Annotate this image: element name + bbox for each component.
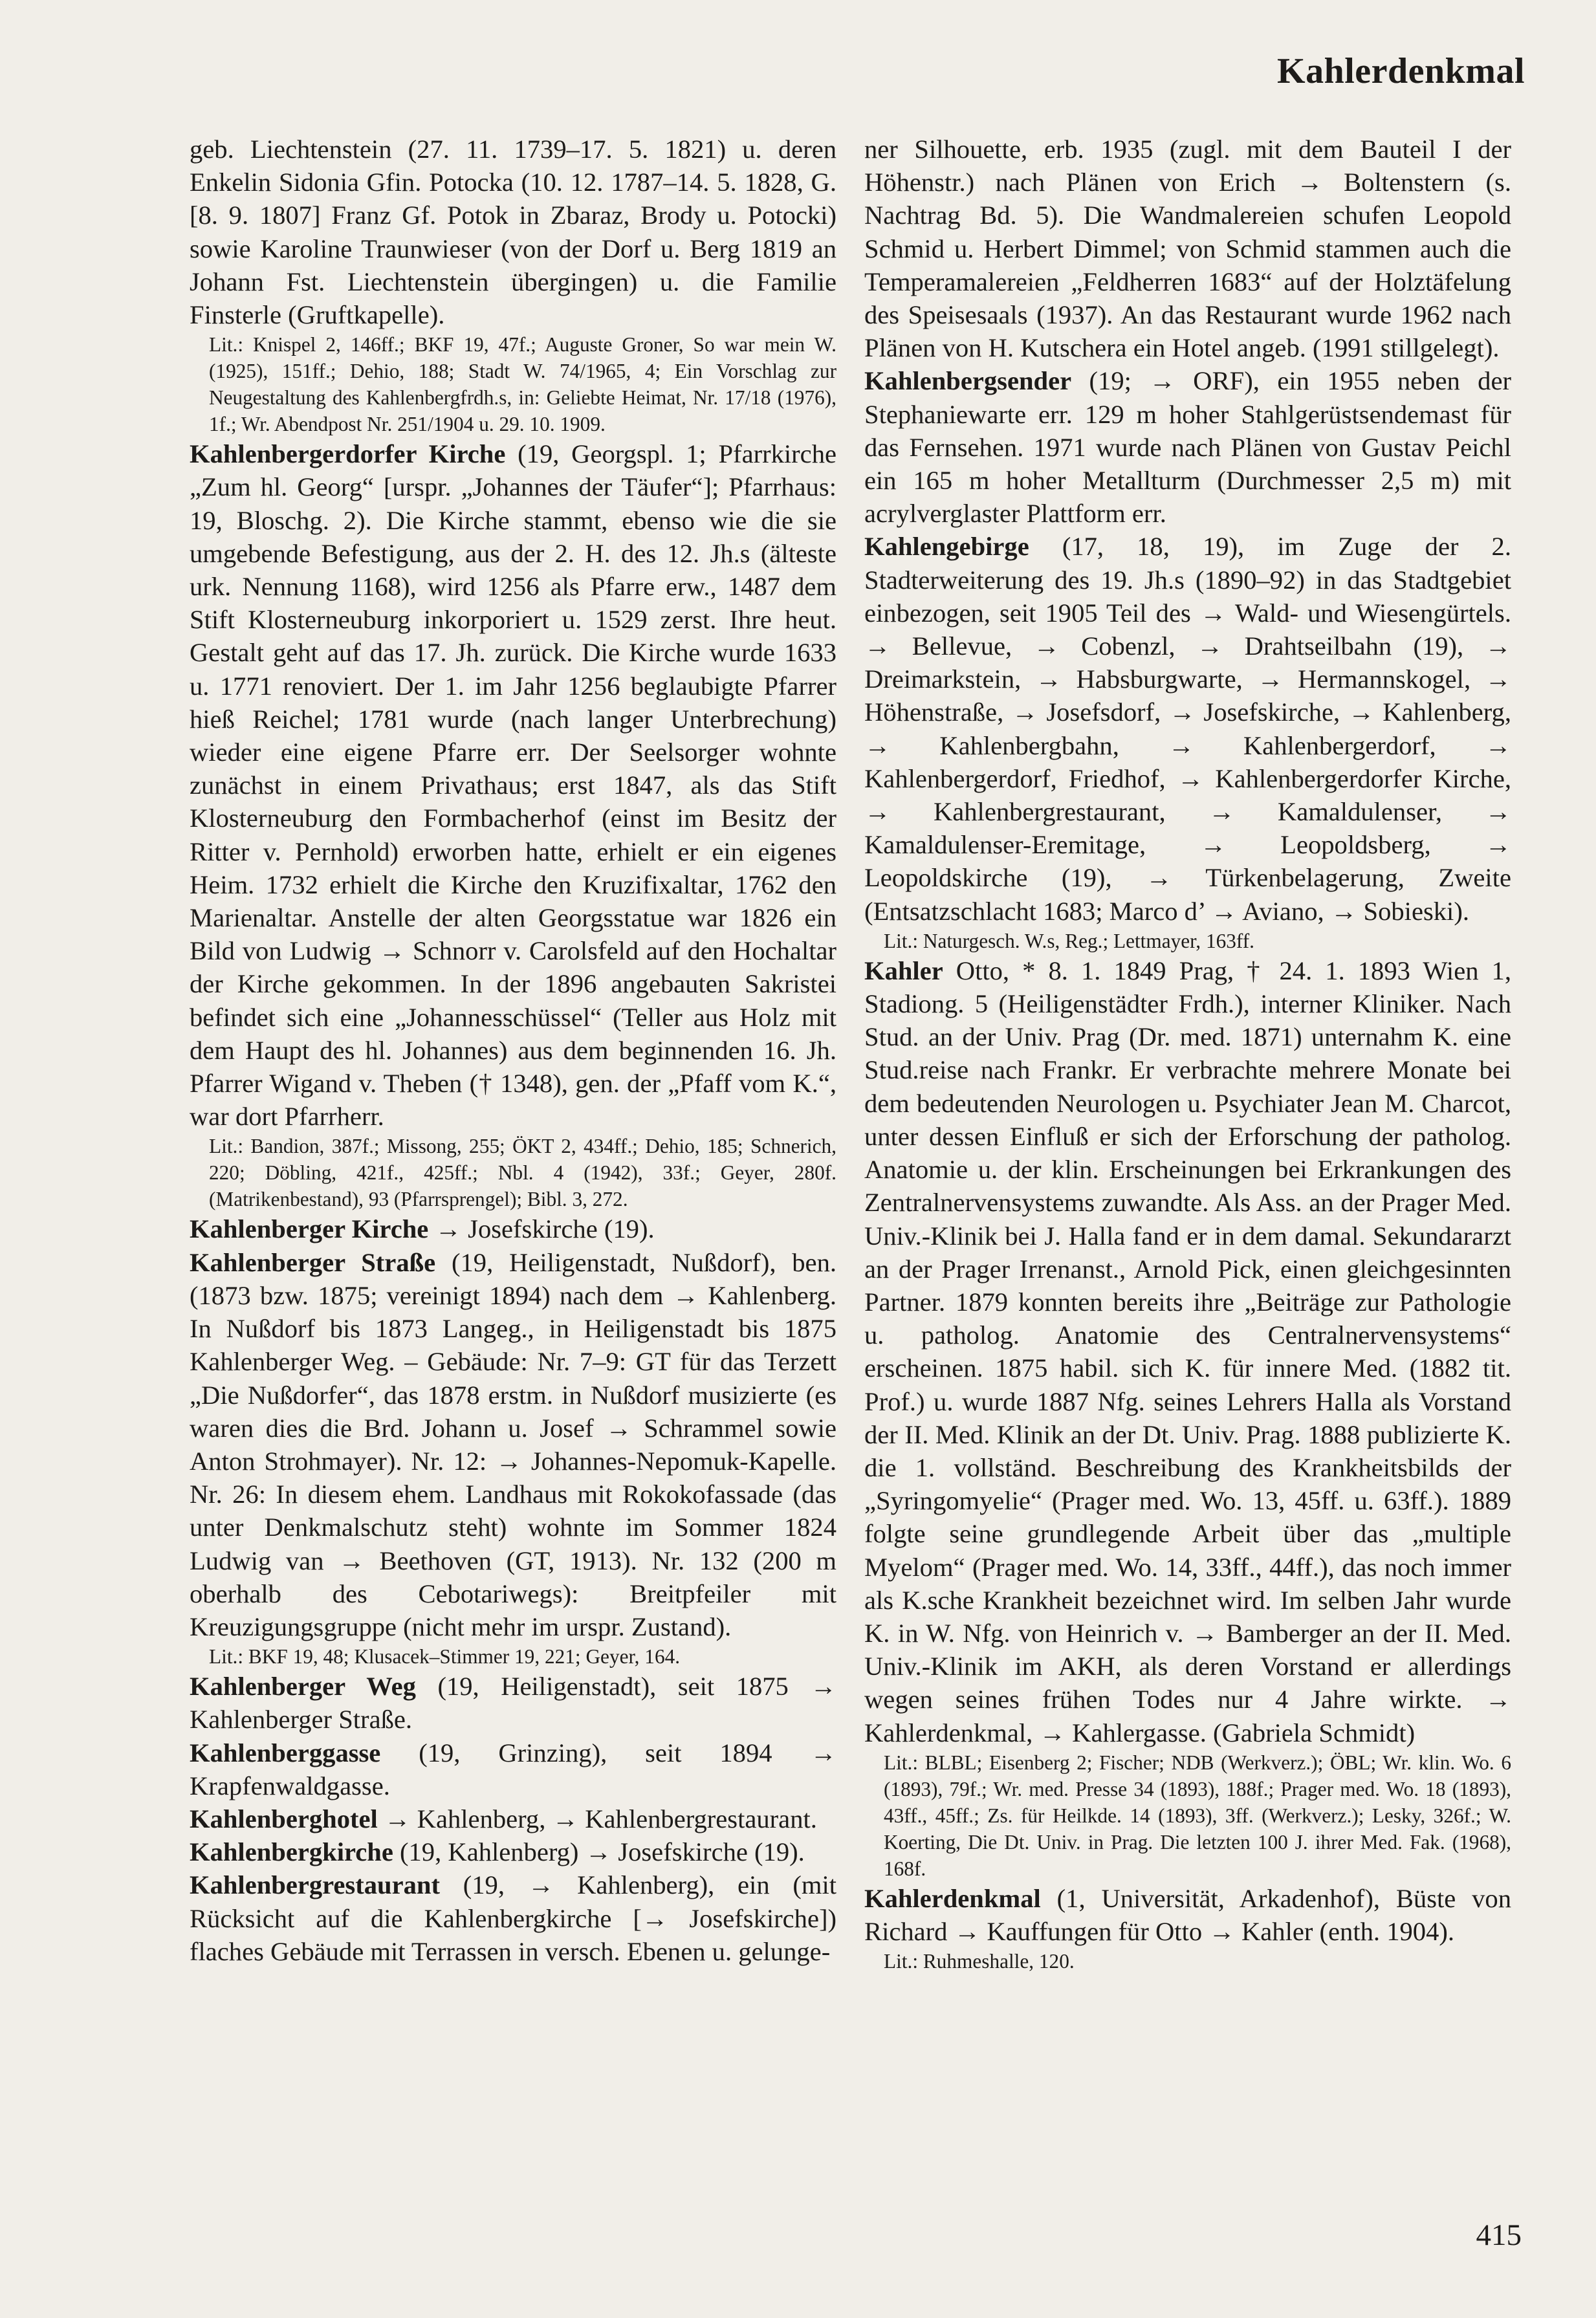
entry-text: geb. Liechtenstein (27. 11. 1739–17. 5. 1821) u. deren Enkelin Sidonia Gfin. Potocka (10. 12. 1787–14. 5. 1828, G. [8. 9. 1807] Franz Gf. Potok in Zbaraz, Brody u. Potocki) sowie Karoline Traunwieser (von der Dorf u. Berg 1819 an Johann Fst. Liechtenstein übergingen) u. die Familie Finsterle (Gruftkapelle). xyxy=(190,135,836,330)
entry-text: (1, Universität, Arkadenhof), Büste von Richard → Kauffungen für Otto → Kahler (enth. 1904). xyxy=(864,1883,1511,1946)
literature-note xyxy=(864,1948,1511,1974)
dictionary-entry xyxy=(190,1802,836,1835)
entry-text: (19, Grinzing), seit 1894 → Krapfenwaldgasse. xyxy=(190,1738,836,1800)
right-column xyxy=(864,133,1511,1974)
entry-lemma: Kahlenberger Kirche xyxy=(190,1214,429,1244)
entry-text: → Kahlenberg, → Kahlenbergrestaurant. xyxy=(377,1804,817,1833)
entry-continuation xyxy=(864,133,1511,364)
entry-text: Otto, * 8. 1. 1849 Prag, † 24. 1. 1893 Wien 1, Stadiong. 5 (Heiligenstädter Frdh.), interner Kliniker. Nach Stud. an der Univ. Prag (Dr. med. 1871) unternahm K. eine Stud.reise nach Frankr. Er verbrachte mehrere Monate bei dem bedeutenden Neurologen u. Psychiater Jean M. Charcot, unter dessen Einfluß er sich der Erforschung der patholog. Anatomie u. der klin. Erscheinungen bei Erkrankungen des Zentralnervensystems zuwandte. Als Ass. an der Prager Med. Univ.-Klinik bei J. Halla fand er in dem damal. Sekundararzt an der Prager Irrenanst., Arnold Pick, einen gleichgesinnten Partner. 1879 konnten bereits ihre „Beiträge zur Pathologie u. patholog. Anatomie des Centralnervensystems“ erscheinen. 1875 habil. sich K. für innere Med. (1882 tit. Prof.) u. wurde 1887 Nfg. seines Lehrers Halla als Vorstand der II. Med. Klinik an der Dt. Univ. Prag. 1888 publizierte K. die 1. vollständ. Beschreibung des Krankheitsbilds der „Syringomyelie“ (Prager med. Wo. 13, 45ff. u. 63ff.). 1889 folgte seine grundlegende Arbeit über das „multiple Myelom“ (Prager med. Wo. 14, 33ff., 44ff.), das noch immer als K.sche Krankheit bezeichnet wird. Im selben Jahr wurde K. in W. Nfg. von Heinrich v. → Bamberger an der II. Med. Univ.-Klinik im AKH, als deren Vorstand er allerdings wegen seines frühen Todes nur 4 Jahre wirkte. → Kahlerdenkmal, → Kahlergasse. (Gabriela Schmidt) xyxy=(864,956,1511,1747)
entry-text: (19, Kahlenberg) → Josefskirche (19). xyxy=(393,1837,805,1867)
dictionary-entry xyxy=(864,1882,1511,1948)
literature-note xyxy=(864,1749,1511,1882)
entry-lemma: Kahlenbergrestaurant xyxy=(190,1870,440,1900)
dictionary-entry xyxy=(864,364,1511,530)
entry-lemma: Kahlengebirge xyxy=(864,532,1029,562)
running-head: Kahlerdenkmal xyxy=(1277,51,1525,91)
entry-lemma: Kahlenbergsender xyxy=(864,366,1072,396)
entry-text: (17, 18, 19), im Zuge der 2. Stadterweiterung des 19. Jh.s (1890–92) in das Stadtgebiet einbezogen, seit 1905 Teil des → Wald- und Wiesengürtels. → Bellevue, → Cobenzl, → Drahtseilbahn (19), → Dreimarkstein, → Habsburgwarte, → Hermannskogel, → Höhenstraße, → Josefsdorf, → Josefskirche, → Kahlenberg, → Kahlenbergbahn, → Kahlenbergerdorf, → Kahlenbergerdorf, Friedhof, → Kahlenbergerdorfer Kirche, → Kahlenbergrestaurant, → Kamaldulenser, → Kamaldulenser-Eremitage, → Leopoldsberg, → Leopoldskirche (19), → Türkenbelagerung, Zweite (Entsatzschlacht 1683; Marco d’ → Aviano, → Sobieski). xyxy=(864,532,1511,926)
entry-text: (19, Heiligenstadt, Nußdorf), ben. (1873 bzw. 1875; vereinigt 1894) nach dem → Kahlenberg. In Nußdorf bis 1873 Langeg., in Heiligenstadt bis 1875 Kahlenberger Weg. – Gebäude: Nr. 7–9: GT für das Terzett „Die Nußdorfer“, das 1878 erstm. in Nußdorf musizierte (es waren dies die Brd. Johann u. Josef → Schrammel sowie Anton Strohmayer). Nr. 12: → Johannes-Nepomuk-Kapelle. Nr. 26: In diesem ehem. Landhaus mit Rokokofassade (das unter Denkmalschutz steht) wohnte im Sommer 1824 Ludwig van → Beethoven (GT, 1913). Nr. 132 (200 m oberhalb des Cebotariwegs): Breitpfeiler mit Kreuzigungsgruppe (nicht mehr im urspr. Zustand). xyxy=(190,1247,837,1641)
literature-text: Lit.: Naturgesch. W.s, Reg.; Lettmayer, 163ff. xyxy=(884,929,1255,952)
entry-lemma: Kahlenbergkirche xyxy=(190,1837,393,1867)
entry-continuation xyxy=(190,133,836,331)
entry-lemma: Kahlenberger Weg xyxy=(190,1672,416,1701)
dictionary-entry xyxy=(190,1835,836,1868)
literature-text: Lit.: BLBL; Eisenberg 2; Fischer; NDB (Werkverz.); ÖBL; Wr. klin. Wo. 6 (1893), 79f.; Wr. med. Presse 34 (1893), 188f.; Prager med. Wo. 18 (1893), 43ff., 45ff.; Zs. für Heilkde. 14 (1893), 3ff. (Werkverz.); Lesky, 326f.; W. Koerting, Die Dt. Univ. in Prag. Die letzten 100 J. ihrer Med. Fak. (1968), 168f. xyxy=(884,1751,1511,1880)
dictionary-entry xyxy=(190,1212,836,1245)
dictionary-entry xyxy=(190,1670,836,1736)
literature-note xyxy=(864,928,1511,954)
entry-lemma: Kahler xyxy=(864,956,943,985)
entry-lemma: Kahlenbergerdorfer Kirche xyxy=(190,439,506,469)
literature-text: Lit.: Bandion, 387f.; Missong, 255; ÖKT 2, 434ff.; Dehio, 185; Schnerich, 220; Döbling, 421f., 425ff.; Nbl. 4 (1942), 33f.; Geyer, 280f. (Matrikenbestand), 93 (Pfarrsprengel); Bibl. 3, 272. xyxy=(209,1135,836,1211)
literature-note xyxy=(190,1643,836,1670)
entry-text: (19, Georgspl. 1; Pfarrkirche „Zum hl. Georg“ [urspr. „Johannes der Täufer“]; Pfarrhaus: 19, Bloschg. 2). Die Kirche stammt, ebenso wie die sie umgebende Befestigung, aus der 2. H. des 12. Jh.s (älteste urk. Nennung 1168), wird 1256 als Pfarre erw., 1487 dem Stift Klosterneuburg inkorporiert u. 1529 zerst. Ihre heut. Gestalt geht auf das 17. Jh. zurück. Die Kirche wurde 1633 u. 1771 renoviert. Der 1. im Jahr 1256 beglaubigte Pfarrer hieß Reichel; 1781 wurde (nach langer Unterbrechung) wieder eine eigene Pfarre err. Der Seelsorger wohnte zunächst in einem Privathaus; erst 1847, als das Stift Klosterneuburg den Formbacherhof (einst im Besitz der Ritter v. Pernhold) erworben hatte, erhielt er ein eigenes Heim. 1732 erhielt die Kirche den Kruzifixaltar, 1762 den Marienaltar. Anstelle der alten Georgsstatue war 1826 ein Bild von Ludwig → Schnorr v. Carolsfeld auf den Hochaltar der Kirche gekommen. In der 1896 angebauten Sakristei befindet sich eine „Johannesschüssel“ (Teller aus Holz mit dem Haupt des hl. Johannes) aus dem beginnenden 16. Jh. Pfarrer Wigand v. Theben († 1348), gen. der „Pfaff vom K.“, war dort Pfarrherr. xyxy=(190,439,836,1132)
left-column xyxy=(190,133,836,1968)
literature-text: Lit.: Knispel 2, 146ff.; BKF 19, 47f.; Auguste Groner, So war mein W. (1925), 151ff.; Dehio, 188; Stadt W. 74/1965, 4; Ein Vorschlag zur Neugestaltung des Kahlenbergfrdh.s, in: Geliebte Heimat, Nr. 17/18 (1976), 1f.; Wr. Abendpost Nr. 251/1904 u. 29. 10. 1909. xyxy=(209,333,836,436)
literature-note xyxy=(190,331,836,437)
entry-lemma: Kahlenberggasse xyxy=(190,1738,381,1767)
entry-text: ner Silhouette, erb. 1935 (zugl. mit dem Bauteil I der Höhenstr.) nach Plänen von Erich → Boltenstern (s. Nachtrag Bd. 5). Die Wandmalereien schufen Leopold Schmid u. Herbert Dimmel; von Schmid stammen auch die Temperamalereien „Feldherren 1683“ auf der Holztäfelung des Speisesaals (1937). An das Restaurant wurde 1962 nach Plänen von H. Kutschera ein Hotel angeb. (1991 stillgelegt). xyxy=(864,135,1511,363)
entry-text: → Josefskirche (19). xyxy=(428,1214,655,1244)
entry-lemma: Kahlerdenkmal xyxy=(864,1883,1041,1913)
dictionary-entry xyxy=(190,1246,836,1643)
literature-note xyxy=(190,1133,836,1212)
dictionary-entry xyxy=(864,954,1511,1749)
entry-text: (19, Heiligenstadt), seit 1875 → Kahlenberger Straße. xyxy=(190,1672,836,1734)
dictionary-entry xyxy=(864,530,1511,927)
entry-text: (19, → Kahlenberg), ein (mit Rücksicht auf die Kahlenbergkirche [→ Josefskirche]) flaches Gebäude mit Terrassen in versch. Ebenen u. gelunge- xyxy=(190,1870,836,1966)
entry-text: (19; → ORF), ein 1955 neben der Stephaniewarte err. 129 m hoher Stahlgerüstsendemast für das Fernsehen. 1971 wurde nach Plänen von Gustav Peichl ein 165 m hoher Metallturm (Durchmesser 2,5 m) mit acrylverglaster Plattform err. xyxy=(864,366,1511,529)
dictionary-entry xyxy=(190,1736,836,1802)
page-number: 415 xyxy=(1476,2218,1522,2252)
dictionary-entry xyxy=(190,437,836,1133)
literature-text: Lit.: BKF 19, 48; Klusacek–Stimmer 19, 221; Geyer, 164. xyxy=(209,1645,681,1668)
entry-lemma: Kahlenberger Straße xyxy=(190,1247,436,1277)
entry-lemma: Kahlenberghotel xyxy=(190,1804,378,1833)
dictionary-entry xyxy=(190,1868,836,1968)
literature-text: Lit.: Ruhmeshalle, 120. xyxy=(884,1950,1075,1973)
